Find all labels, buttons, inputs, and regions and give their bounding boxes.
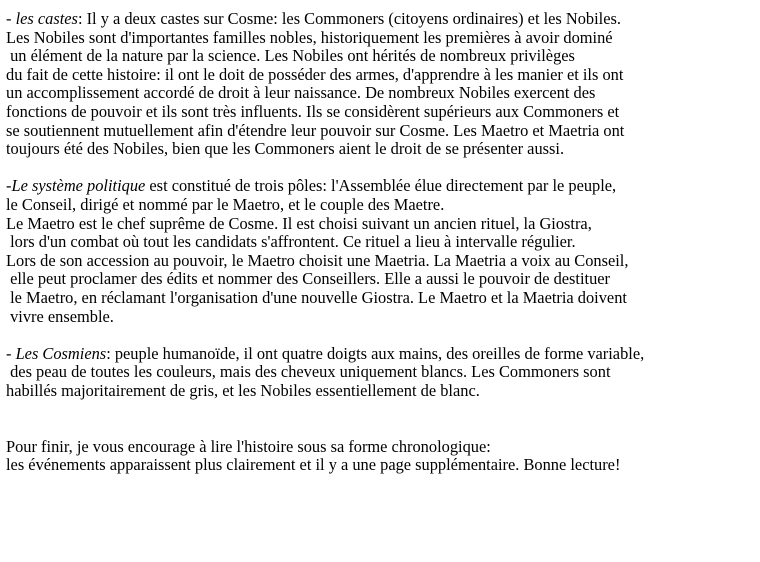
politique-line-1: -Le système politique est constitué de trois pôles: l'Assemblée élue directement par le peuple,	[6, 176, 617, 196]
term-systeme-politique: Le système politique	[11, 176, 146, 196]
castes-line-2: Les Nobiles sont d'importantes familles nobles, historiquement les premières à avoir dominé	[6, 27, 613, 47]
castes-line-7: se soutiennent mutuellement afin d'étendre leur pouvoir sur Cosme. Les Maetro et Maetria ont	[6, 120, 625, 140]
term-castes: les castes	[15, 9, 78, 28]
term-cosmiens: Les Cosmiens	[15, 343, 107, 363]
politique-line-7: le Maetro, en réclamant l'organisation d'une nouvelle Giostra. Le Maetro et la Maetria doivent	[6, 287, 627, 307]
castes-line-3: un élément de la nature par la science. Les Nobiles ont hérités de nombreux privilèges	[6, 46, 575, 66]
paragraph-spacer	[6, 400, 760, 437]
politique-line-5: Lors de son accession au pouvoir, le Maetro choisit une Maetria. La Maetria a voix au Conseil,	[6, 250, 629, 270]
castes-line-8: toujours été des Nobiles, bien que les Commoners aient le droit de se présenter aussi.	[6, 139, 565, 159]
castes-line-5: un accomplissement accordé de droit à leur naissance. De nombreux Nobiles exercent des	[6, 83, 596, 103]
paragraph-politique	[6, 177, 760, 326]
politique-line-2: le Conseil, dirigé et nommé par le Maetro, et le couple des Maetre.	[6, 194, 445, 214]
paragraph-cosmiens	[6, 345, 760, 401]
conclusion-line-2: les événements apparaissent plus clairement et il y a une page supplémentaire. Bonne lecture!	[6, 455, 621, 475]
castes-line-6: fonctions de pouvoir et ils sont très influents. Ils se considèrent supérieurs aux Commoners et	[6, 101, 620, 121]
cosmiens-line-1: - Les Cosmiens: peuple humanoïde, il ont quatre doigts aux mains, des oreilles de forme variable,	[6, 343, 645, 363]
cosmiens-line-1-text: : peuple humanoïde, il ont quatre doigts aux mains, des oreilles de forme variable,	[106, 343, 645, 363]
conclusion-line-1: Pour finir, je vous encourage à lire l'histoire sous sa forme chronologique:	[6, 436, 491, 456]
paragraph-castes	[6, 10, 760, 159]
cosmiens-line-2: des peau de toutes les couleurs, mais des cheveux uniquement blancs. Les Commoners sont	[6, 362, 611, 382]
politique-line-4: lors d'un combat où tout les candidats s'affrontent. Ce rituel a lieu à intervalle régulier.	[6, 232, 576, 252]
cosmiens-line-3: habillés majoritairement de gris, et les Nobiles essentiellement de blanc.	[6, 380, 480, 400]
politique-line-8: vivre ensemble.	[6, 306, 114, 326]
paragraph-spacer	[6, 326, 760, 345]
castes-line-4: du fait de cette histoire: il ont le doit de posséder des armes, d'apprendre à les manier et ils ont	[6, 64, 624, 84]
castes-line-1-text: : Il y a deux castes sur Cosme: les Commoners (citoyens ordinaires) et les Nobiles.	[77, 9, 621, 28]
paragraph-spacer	[6, 159, 760, 178]
politique-line-1-text: est constitué de trois pôles: l'Assemblée élue directement par le peuple,	[145, 176, 617, 196]
castes-line-1: - les castes: Il y a deux castes sur Cosme: les Commoners (citoyens ordinaires) et les Nobiles.	[6, 9, 621, 28]
paragraph-conclusion	[6, 438, 760, 475]
politique-line-6: elle peut proclamer des édits et nommer des Conseillers. Elle a aussi le pouvoir de destituer	[6, 269, 611, 289]
politique-line-3: Le Maetro est le chef suprême de Cosme. Il est choisi suivant un ancien rituel, la Giostra,	[6, 213, 592, 233]
